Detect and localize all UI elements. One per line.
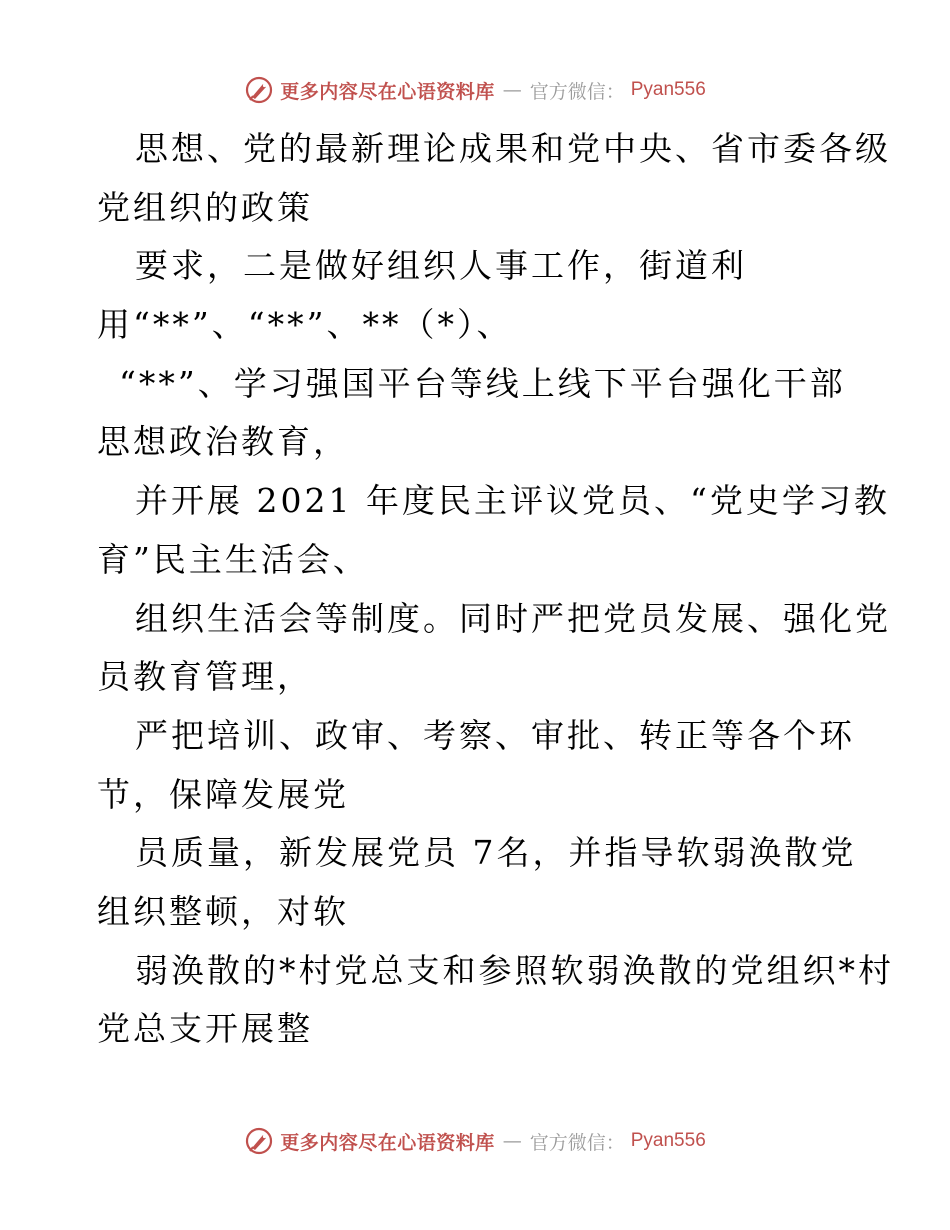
header-watermark <box>0 73 950 107</box>
pen-nib-logo-icon <box>244 75 274 105</box>
watermark-text: 更多内容尽在心语资料库 <box>280 80 495 103</box>
watermark-label: 官方微信： <box>529 80 625 103</box>
watermark-separator: — <box>502 1130 522 1152</box>
text-line: 组织生活会等制度。同时严把党员发展、强化党 <box>135 598 891 638</box>
text-line: 并开展 2021 年度民主评议党员、“党史学习教 <box>135 481 890 521</box>
text-line: 思想政治教育， <box>97 422 349 462</box>
text-line: 党总支开展整 <box>97 1009 313 1049</box>
text-line: 用“**”、“**”、**（*）、 <box>97 305 513 345</box>
watermark-label: 官方微信： <box>529 1131 625 1154</box>
text-line: 节，保障发展党 <box>97 774 349 814</box>
text-line: 党组织的政策 <box>97 187 313 227</box>
watermark-separator: — <box>502 79 522 101</box>
text-line: 员质量，新发展党员 7名，并指导软弱涣散党 <box>135 833 857 873</box>
text-line: 要求，二是做好组织人事工作，街道利 <box>135 246 747 286</box>
footer-watermark <box>0 1124 950 1158</box>
watermark-wechat-id: Pyan556 <box>630 1130 706 1151</box>
watermark-wechat-id: Pyan556 <box>630 79 706 100</box>
text-line: 组织整顿，对软 <box>97 891 349 931</box>
pen-nib-logo-icon <box>244 1126 274 1156</box>
text-line: 严把培训、政审、考察、审批、转正等各个环 <box>135 715 855 755</box>
text-line: 育”民主生活会、 <box>97 539 369 579</box>
body-text <box>97 120 894 1059</box>
text-line: 弱涣散的*村党总支和参照软弱涣散的党组织*村 <box>135 950 894 990</box>
text-line: “**”、学习强国平台等线上线下平台强化干部 <box>119 363 846 403</box>
text-line: 思想、党的最新理论成果和党中央、省市委各级 <box>135 129 891 168</box>
text-line: 员教育管理， <box>97 657 313 697</box>
watermark-text: 更多内容尽在心语资料库 <box>280 1131 495 1154</box>
